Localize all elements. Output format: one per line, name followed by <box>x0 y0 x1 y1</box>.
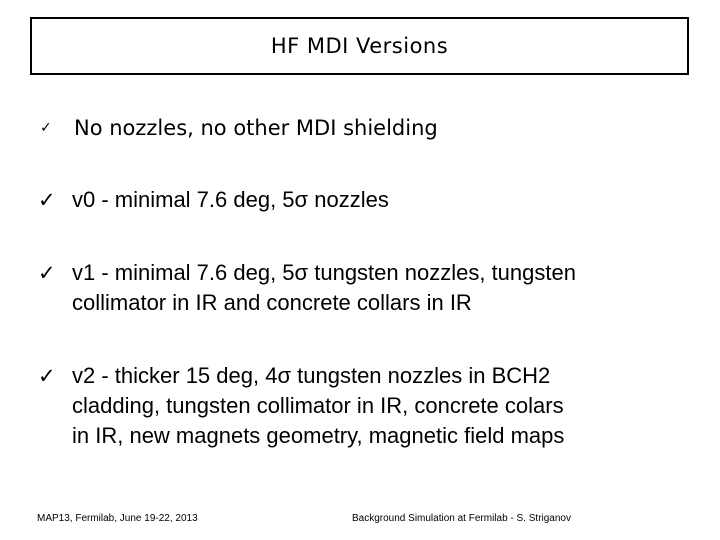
bullet-item <box>38 185 688 215</box>
footer-right: Background Simulation at Fermilab - S. Striganov <box>352 513 571 524</box>
bullet-item <box>38 113 688 143</box>
slide-title: HF MDI Versions <box>270 34 449 58</box>
bullet-text: v0 - minimal 7.6 deg, 5σ nozzles <box>72 187 389 212</box>
bullet-line: v2 - thicker 15 deg, 4σ tungsten nozzles in BCH2 <box>72 363 551 388</box>
check-icon: ✓ <box>38 261 56 285</box>
check-icon: ✓ <box>38 364 56 388</box>
check-icon: ✓ <box>38 188 56 212</box>
bullet-line: v1 - minimal 7.6 deg, 5σ tungsten nozzles, tungsten <box>72 260 576 285</box>
bullet-item <box>38 361 688 451</box>
bullet-item <box>38 258 688 318</box>
bullet-line: in IR, new magnets geometry, magnetic field maps <box>72 423 565 448</box>
bullet-text <box>72 361 564 451</box>
bullet-text <box>72 258 576 318</box>
bullet-line: collimator in IR and concrete collars in IR <box>72 290 472 315</box>
title-box <box>30 17 689 75</box>
check-icon: ✓ <box>40 120 52 136</box>
bullet-text: No nozzles, no other MDI shielding <box>74 116 438 140</box>
footer-left: MAP13, Fermilab, June 19-22, 2013 <box>37 513 198 524</box>
bullet-line: cladding, tungsten collimator in IR, concrete colars <box>72 393 564 418</box>
